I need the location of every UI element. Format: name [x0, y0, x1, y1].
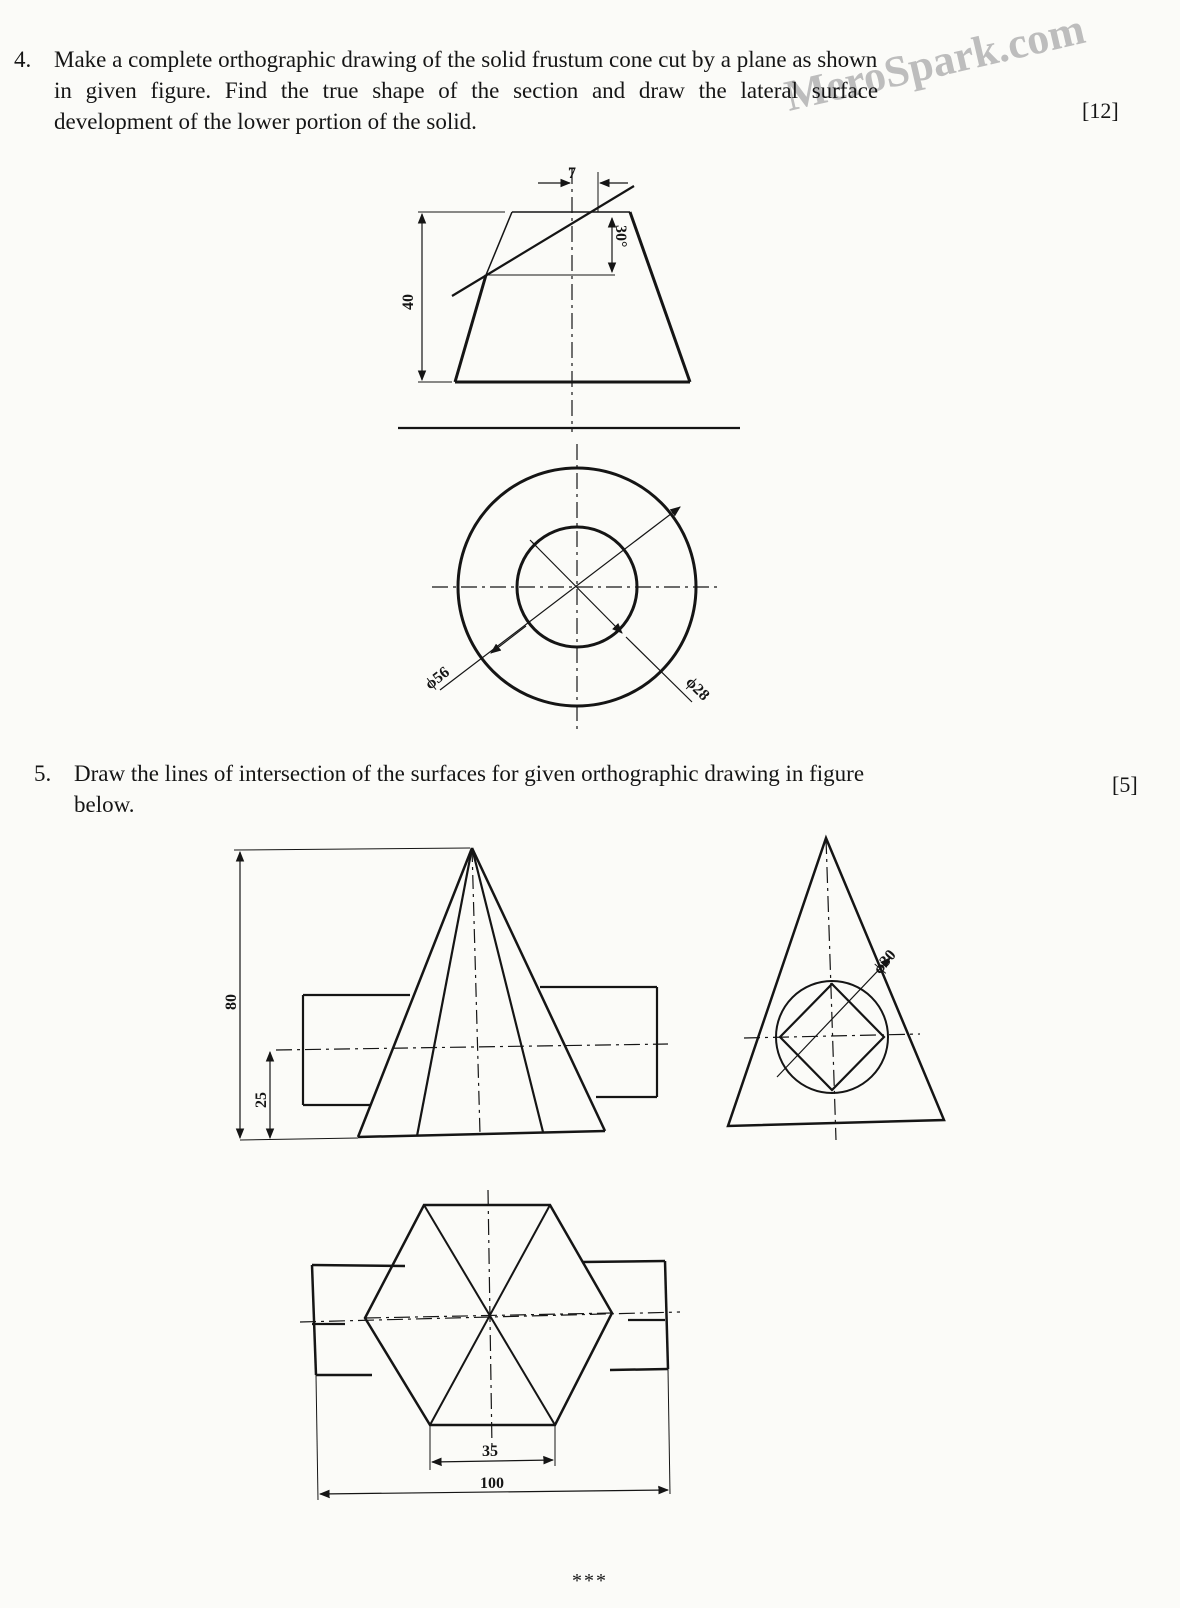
question-line: development of the lower portion of the solid. [54, 109, 477, 134]
frustum-top-view [432, 444, 720, 732]
dim-height: 40 [400, 294, 417, 310]
intersection-front-view [234, 848, 668, 1140]
dim-hex-side: 35 [482, 1443, 498, 1460]
dim-offset: 7 [568, 165, 576, 182]
marks-badge: [5] [1112, 772, 1138, 797]
dim-outer-diameter: ϕ56 [421, 663, 453, 694]
marks-badge: [12] [1082, 98, 1119, 123]
dim-circle-diameter: ϕ30 [870, 946, 900, 978]
question-line: in given figure. Find the true shape of the section and draw the lateral surface [54, 78, 879, 103]
question-number: 5. [34, 761, 52, 786]
dim-prism-length: 100 [480, 1475, 504, 1492]
dim-axis-height: 25 [253, 1092, 270, 1108]
dim-cone-height: 80 [223, 994, 240, 1010]
question-line: Draw the lines of intersection of the surfaces for given orthographic drawing in figure [74, 761, 865, 786]
question-line: Make a complete orthographic drawing of the solid frustum cone cut by a plane as shown [54, 47, 878, 72]
watermark: MeroSpark.com [780, 4, 1090, 121]
end-marker: *** [572, 1570, 608, 1592]
question-number: 4. [14, 47, 32, 72]
dim-angle: 30° [612, 225, 629, 248]
dim-inner-diameter: ϕ28 [682, 673, 713, 705]
frustum-front-view [398, 168, 740, 432]
question-line: below. [74, 792, 135, 817]
intersection-side-view [728, 838, 944, 1140]
